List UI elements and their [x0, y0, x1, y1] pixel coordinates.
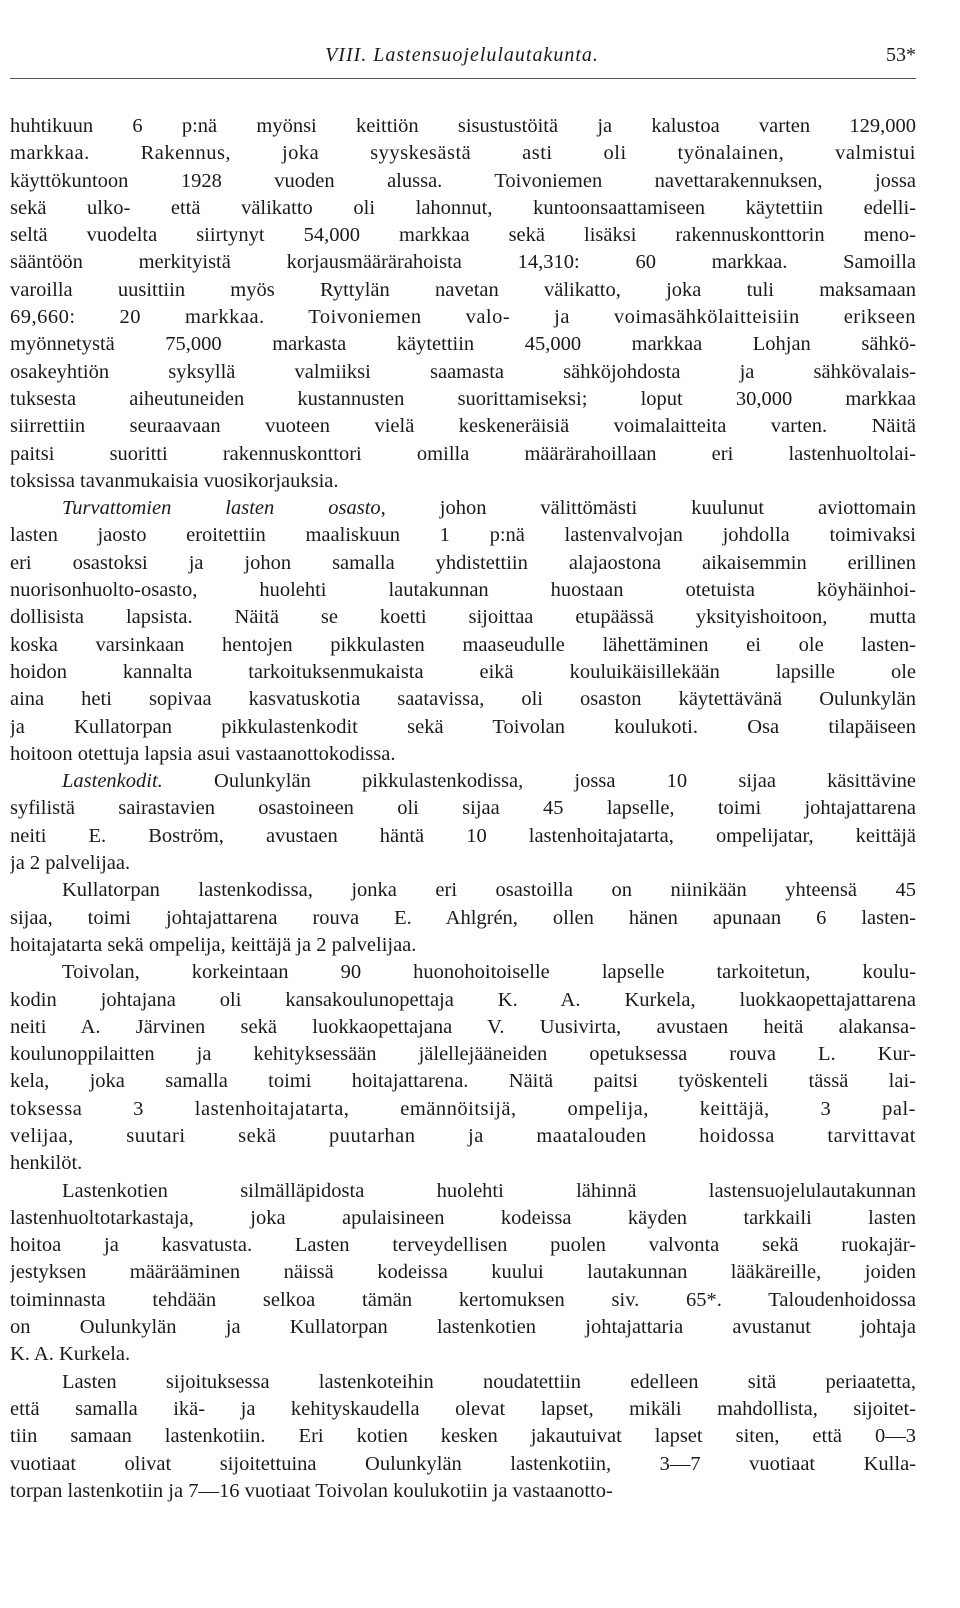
text-line [10, 659, 916, 686]
text-line [10, 1369, 916, 1396]
line-text: seltä vuodelta siirtynyt 54,000 markkaa sekä lisäksi rakennuskonttorin meno- [10, 224, 916, 247]
text-line [10, 413, 916, 440]
text-line [10, 1205, 916, 1232]
text-line [10, 222, 916, 249]
text-line [10, 1150, 916, 1177]
text-line [10, 522, 916, 549]
text-line [10, 1096, 916, 1123]
text-line [10, 1259, 916, 1286]
text-line [10, 1396, 916, 1423]
text-line [10, 905, 916, 932]
line-text: toksessa 3 lastenhoitajatarta, emännöitsijä, ompelija, keittäjä, 3 pal- [10, 1097, 916, 1120]
text-line [10, 113, 916, 140]
text-line [10, 359, 916, 386]
line-text: sekä ulko- että välikatto oli lahonnut, kuntoonsaattamiseen käytettiin edelli- [10, 196, 916, 219]
line-text: torpan lastenkotiin ja 7—16 vuotiaat Toivolan koulukotiin ja vastaanotto- [10, 1479, 613, 1502]
text-line [10, 877, 916, 904]
text-line [10, 959, 916, 986]
line-text: Oulunkylän pikkulastenkodissa, jossa 10 sijaa käsittävine [162, 770, 916, 793]
line-text: nuorisonhuolto-osasto, huolehti lautakunnan huostaan otetuista köyhäinhoi- [10, 579, 916, 602]
text-line [10, 1041, 916, 1068]
text-line [10, 577, 916, 604]
chapter-title: VIII. Lastensuojelulautakunta. [325, 44, 599, 66]
line-text: sijaa, toimi johtajattarena rouva E. Ahlgrén, ollen hänen apunaan 6 lasten- [10, 906, 916, 929]
running-header [8, 44, 916, 76]
header-rule [10, 78, 916, 79]
text-line [10, 932, 916, 959]
line-text: siirrettiin seuraavaan vuoteen vielä keskeneräisiä voimalaitteita varten. Näitä [10, 415, 916, 438]
text-line [10, 850, 916, 877]
text-line [10, 1232, 916, 1259]
text-line [10, 304, 916, 331]
line-text: paitsi suoritti rakennuskonttori omilla määrärahoillaan eri lastenhuoltolai- [10, 442, 916, 465]
line-text: hoitoa ja kasvatusta. Lasten terveydellisen puolen valvonta sekä ruokajär- [10, 1234, 916, 1257]
line-text: koska varsinkaan hentojen pikkulasten maaseudulle lähettäminen ei ole lasten- [10, 633, 916, 656]
line-text: hoidon kannalta tarkoituksenmukaista eikä kouluikäisillekään lapsille ole [10, 660, 916, 683]
text-line [10, 331, 916, 358]
text-line [10, 1178, 916, 1205]
line-text: kela, joka samalla toimi hoitajattarena. Näitä paitsi työskenteli tässä lai- [10, 1070, 916, 1093]
text-line [10, 195, 916, 222]
line-text: toiminnasta tehdään selkoa tämän kertomuksen siv. 65*. Taloudenhoidossa [10, 1288, 916, 1311]
text-line [10, 632, 916, 659]
text-line [10, 604, 916, 631]
line-text: sääntöön merkityistä korjausmäärärahoista 14,310: 60 markkaa. Samoilla [10, 251, 916, 274]
text-line [10, 468, 916, 495]
line-text: Lasten sijoituksessa lastenkoteihin noudatettiin edelleen sitä periaatetta, [62, 1370, 916, 1393]
line-text: Lastenkotien silmälläpidosta huolehti lähinnä lastensuojelulautakunnan [62, 1179, 916, 1202]
text-line [10, 987, 916, 1014]
italic-heading: Turvattomien lasten osasto, [62, 497, 386, 520]
line-text: velijaa, suutari sekä puutarhan ja maatalouden hoidossa tarvittavat [10, 1124, 916, 1147]
line-text: myönnetystä 75,000 markasta käytettiin 45,000 markkaa Lohjan sähkö- [10, 333, 916, 356]
text-line [10, 441, 916, 468]
line-text: kodin johtajana oli kansakoulunopettaja K. A. Kurkela, luokkaopettajattarena [10, 988, 916, 1011]
line-text: että samalla ikä- ja kehityskaudella olevat lapset, mikäli mahdollista, sijoitet- [10, 1397, 916, 1420]
line-text: syfilistä sairastavien osastoineen oli sijaa 45 lapselle, toimi johtajattarena [10, 797, 916, 820]
text-line [10, 1478, 916, 1505]
text-line [10, 1341, 916, 1368]
body-text [10, 113, 916, 1505]
text-line [10, 495, 916, 522]
line-text: varoilla uusittiin myös Ryttylän navetan välikatto, joka tuli maksamaan [10, 278, 916, 301]
line-text: Toivolan, korkeintaan 90 huonohoitoiselle lapselle tarkoitetun, koulu- [62, 961, 916, 984]
text-line [10, 1314, 916, 1341]
line-text: neiti A. Järvinen sekä luokkaopettajana V. Uusivirta, avustaen heitä alakansa- [10, 1015, 916, 1038]
line-text: hoitajatarta sekä ompelija, keittäjä ja 2 palvelijaa. [10, 933, 417, 956]
line-text: johon välittömästi kuulunut aviottomain [385, 497, 916, 520]
text-line [10, 1451, 916, 1478]
line-text: Kullatorpan lastenkodissa, jonka eri osastoilla on niinikään yhteensä 45 [62, 879, 916, 902]
line-text: koulunoppilaitten ja kehityksessään jälellejääneiden opetuksessa rouva L. Kur- [10, 1043, 916, 1066]
line-text: ja Kullatorpan pikkulastenkodit sekä Toivolan koulukoti. Osa tilapäiseen [10, 715, 916, 738]
line-text: dollisista lapsista. Näitä se koetti sijoittaa etupäässä yksityishoitoon, mutta [10, 606, 916, 629]
line-text: vuotiaat olivat sijoitettuina Oulunkylän lastenkotiin, 3—7 vuotiaat Kulla- [10, 1452, 916, 1475]
text-line [10, 550, 916, 577]
italic-heading: Lastenkodit. [62, 770, 163, 793]
line-text: on Oulunkylän ja Kullatorpan lastenkotien johtajattaria avustanut johtaja [10, 1316, 916, 1339]
line-text: huhtikuun 6 p:nä myönsi keittiön sisustustöitä ja kalustoa varten 129,000 [10, 115, 916, 137]
line-text: lasten jaosto eroitettiin maaliskuun 1 p:nä lastenvalvojan johdolla toimivaksi [10, 524, 916, 547]
line-text: neiti E. Boström, avustaen häntä 10 lastenhoitajatarta, ompelijatar, keittäjä [10, 824, 916, 847]
text-line [10, 714, 916, 741]
line-text: käyttökuntoon 1928 vuoden alussa. Toivoniemen navettarakennuksen, jossa [10, 169, 916, 192]
text-line [10, 168, 916, 195]
line-text: K. A. Kurkela. [10, 1343, 131, 1366]
line-text: hoitoon otettuja lapsia asui vastaanottokodissa. [10, 742, 396, 765]
line-text: markkaa. Rakennus, joka syyskesästä asti oli työnalainen, valmistui [10, 142, 916, 165]
text-line [10, 686, 916, 713]
line-text: eri osastoksi ja johon samalla yhdistettiin alajaostona aikaisemmin erillinen [10, 551, 916, 574]
line-text: osakeyhtiön syksyllä valmiiksi saamasta sähköjohdosta ja sähkövalais- [10, 360, 916, 383]
text-line [10, 823, 916, 850]
line-text: henkilöt. [10, 1152, 83, 1175]
line-text: ja 2 palvelijaa. [10, 852, 131, 875]
line-text: tuksesta aiheutuneiden kustannusten suorittamiseksi; loput 30,000 markkaa [10, 387, 916, 410]
text-line [10, 1287, 916, 1314]
text-line [10, 140, 916, 167]
text-line [10, 1423, 916, 1450]
line-text: 69,660: 20 markkaa. Toivoniemen valo- ja voimasähkölaitteisiin erikseen [10, 306, 916, 329]
text-line [10, 386, 916, 413]
text-line [10, 1068, 916, 1095]
text-line [10, 741, 916, 768]
text-line [10, 1014, 916, 1041]
text-line [10, 1123, 916, 1150]
line-text: toksissa tavanmukaisia vuosikorjauksia. [10, 469, 339, 492]
line-text: aina heti sopivaa kasvatuskotia saatavissa, oli osaston käytettävänä Oulunkylän [10, 688, 916, 711]
text-line [10, 768, 916, 795]
text-line [10, 795, 916, 822]
line-text: tiin samaan lastenkotiin. Eri kotien kesken jakautuivat lapset siten, että 0—3 [10, 1425, 916, 1448]
line-text: jestyksen määrääminen näissä kodeissa kuului lautakunnan lääkäreille, joiden [10, 1261, 916, 1284]
page-number: 53* [886, 44, 916, 66]
line-text: lastenhuoltotarkastaja, joka apulaisineen kodeissa käyden tarkkaili lasten [10, 1206, 916, 1229]
text-line [10, 277, 916, 304]
text-line [10, 249, 916, 276]
